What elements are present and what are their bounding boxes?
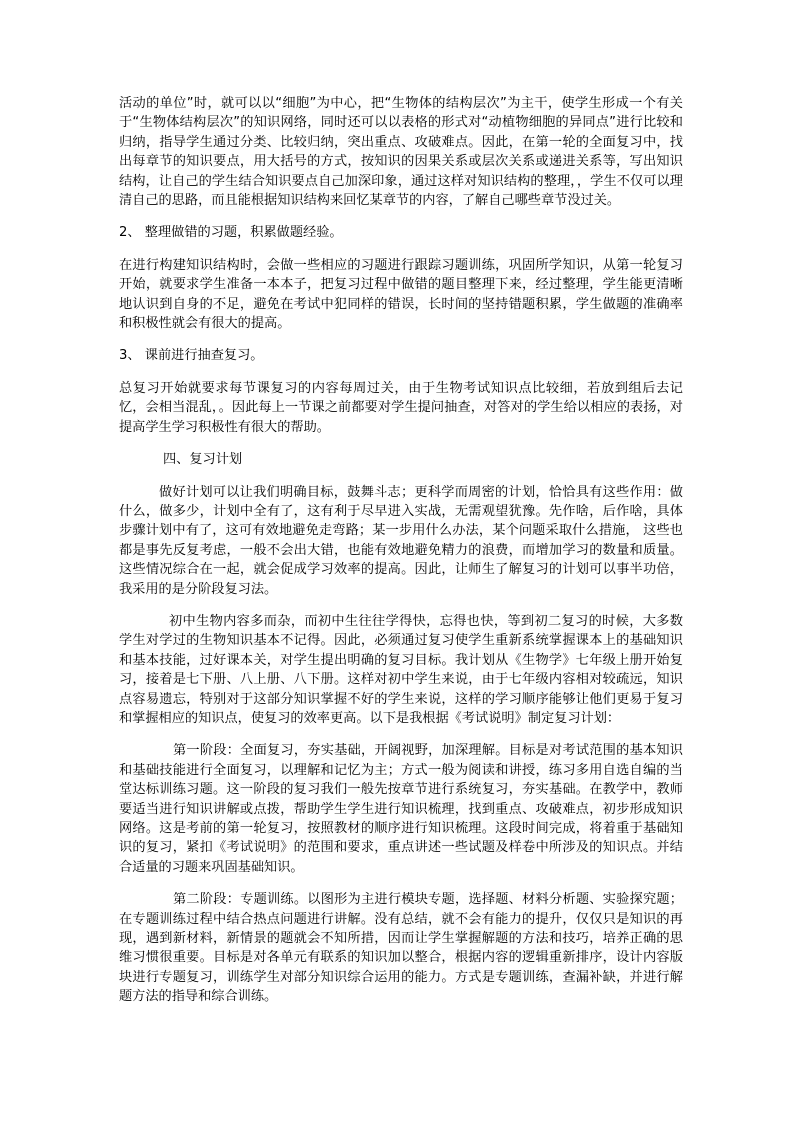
document-body <box>119 94 683 1020</box>
paragraph-stage-one: 第一阶段：全面复习，夯实基础，开阔视野，加深理解。目标是对考试范围的基本知识和基础技能进行全面复习，以理解和记忆为主；方式一般为阅读和讲授，练习多用自选自编的当堂达标训练习题。这一阶段的复习我们一般先按章节进行系统复习，夯实基础。在教学中，教师要适当进行知识讲解或点拨，帮助学生学生进行知识梳理，找到重点、攻破难点，初步形成知识网络。这是考前的第一轮复习，按照教材的顺序进行知识梳理。这段时间完成，将着重于基础知识的复习，紧扣《考试说明》的范围和要求，重点讲述一些试题及样卷中所涉及的知识点。并结合适量的习题来巩固基础知识。 <box>119 743 683 875</box>
paragraph-spot-check: 总复习开始就要求每节课复习的内容每周过关，由于生物考试知识点比较细，若放到组后去记忆，会相当混乱，。因此每上一节课之前都要对学生提问抽查，对答对的学生给以相应的表扬，对提高学生学习积极性有很大的帮助。 <box>119 380 683 435</box>
heading-item-3: 3、 课前进行抽查复习。 <box>119 348 264 364</box>
section-title-review-plan: 四、复习计划 <box>163 452 243 468</box>
paragraph-plan-benefits: 做好计划可以让我们明确目标，鼓舞斗志；更科学而周密的计划，恰恰具有这些作用：做什么，做多少，计划中全有了，这有利于尽早进入实战，无需观望犹豫。先作啥，后作啥，具体步骤计划中有了，这可有效地避免走弯路；某一步用什么办法，某个问题采取什么措施， 这些也都是事先反复考虑，一般不会出大错，也能有效地避免精力的浪费，而增加学习的数量和质量。这些情况综合在一起，就会促成学习效率的提高。因此，让师生了解复习的计划可以事半功倍，我采用的是分阶段复习法。 <box>119 484 683 597</box>
paragraph-knowledge-structure: 活动的单位”时，就可以以“细胞”为中心，把“生物体的结构层次”为主干，使学生形成一个有关于“生物体结构层次”的知识网络，同时还可以以表格的形式对“动植物细胞的异同点”进行比较和归纳，指导学生通过分类、比较归纳，突出重点、攻破难点。因此，在第一轮的全面复习中，找出每章节的知识要点，用大括号的方式，按知识的因果关系或层次关系或递进关系等，写出知识结构，让自己的学生结合知识要点自己加深印象，通过这样对知识结构的整理，，学生不仅可以理清自己的思路，而且能根据知识结构来回忆某章节的内容，了解自己哪些章节没过关。 <box>119 96 683 209</box>
paragraph-error-collection: 在进行构建知识结构时，会做一些相应的习题进行跟踪习题训练，巩固所学知识，从第一轮复习开始，就要求学生准备一本本子，把复习过程中做错的题目整理下来，经过整理，学生能更清晰地认识到自身的不足，避免在考试中犯同样的错误，长时间的坚持错题积累，学生做题的准确率和积极性就会有很大的提高。 <box>119 257 683 332</box>
paragraph-review-order: 初中生物内容多而杂，而初中生往往学得快，忘得也快，等到初二复习的时候，大多数学生对学过的生物知识基本不记得。因此，必须通过复习使学生重新系统掌握课本上的基础知识和基本技能，过好课本关，对学生提出明确的复习目标。我计划从《生物学》七年级上册开始复习，接着是七下册、八上册、八下册。这样对初中学生来说，由于七年级内容相对较疏远，知识点容易遗忘，特别对于这部分知识掌握不好的学生来说，这样的学习顺序能够让他们更易于复习和掌握相应的知识点，使复习的效率更高。以下是我根据《考试说明》制定复习计划： <box>119 613 683 726</box>
heading-item-2: 2、 整理做错的习题，积累做题经验。 <box>119 225 343 241</box>
paragraph-stage-two: 第二阶段：专题训练。以图形为主进行模块专题，选择题、材料分析题、实验探究题；在专题训练过程中结合热点问题进行讲解。没有总结，就不会有能力的提升，仅仅只是知识的再现，遇到新材料，新情景的题就会不知所措，因而让学生掌握解题的方法和技巧，培养正确的思维习惯很重要。目标是对各单元有联系的知识加以整合，根据内容的逻辑重新排序，设计内容版块进行专题复习，训练学生对部分知识综合运用的能力。方式是专题训练，查漏补缺，并进行解题方法的指导和综合训练。 <box>119 892 683 1005</box>
